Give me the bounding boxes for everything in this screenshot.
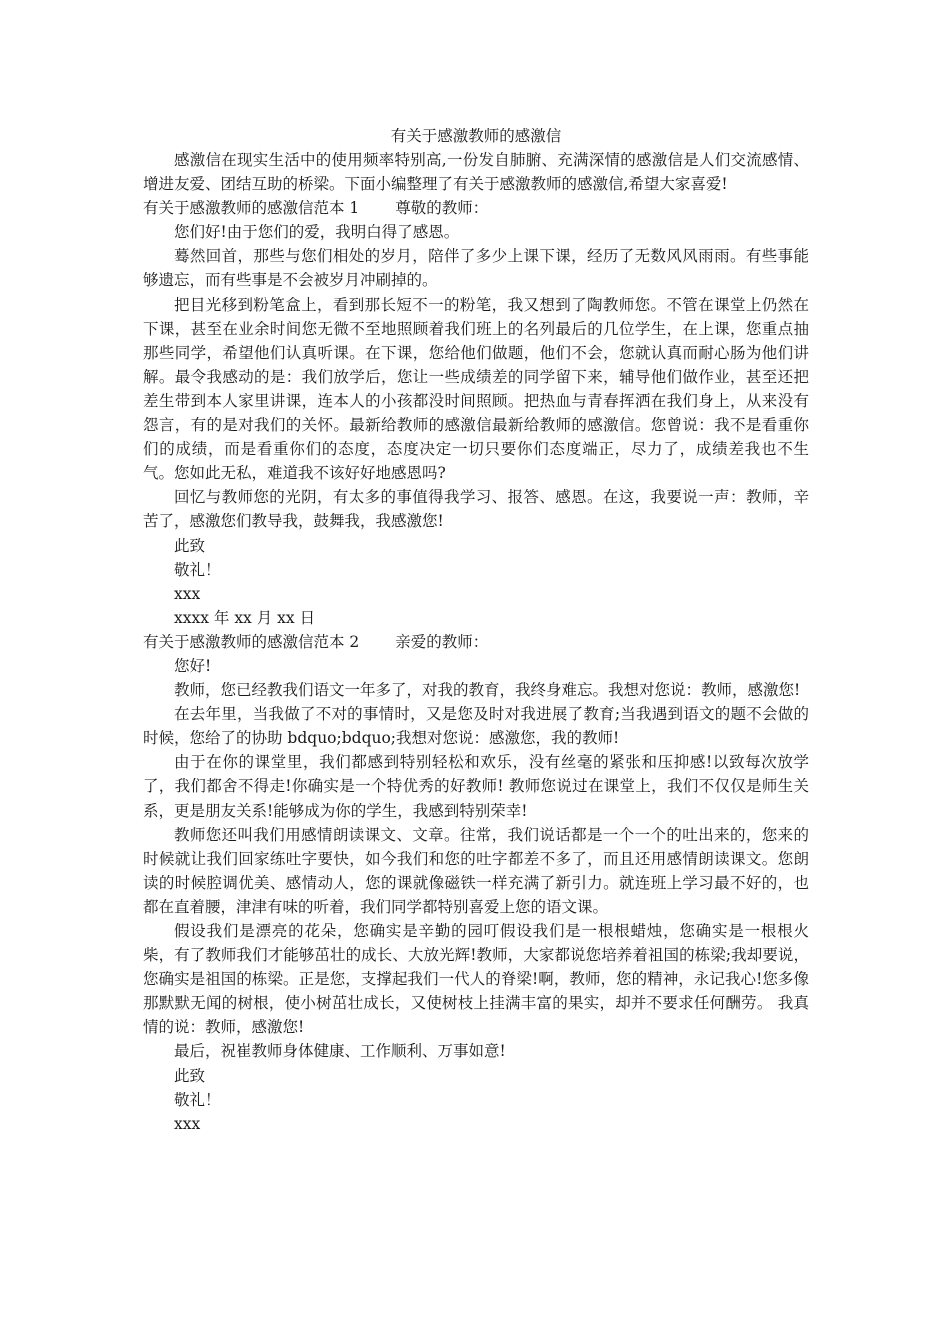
letter2-paragraph: 由于在你的课堂里，我们都感到特别轻松和欢乐，没有丝毫的紧张和压抑感!以致每次放学了，我们都舍不得走!你确实是一个特优秀的好教师! 教师您说过在课堂上，我们不仅仅是师生关系，更是朋友关系!能够成为你的学生，我感到特别荣幸! (143, 753, 809, 820)
letter1-date: xxxx 年 xx 月 xx 日 (174, 608, 316, 627)
letter1-heading-line (143, 196, 809, 220)
document-title: 有关于感激教师的感激信 (390, 127, 562, 145)
letter2-salutation: 亲爱的教师： (395, 632, 489, 651)
letter2-paragraph: 教师，您已经教我们语文一年多了，对我的教育，我终身难忘。我想对您说：教师，感激您! (174, 681, 801, 700)
letter2-closing: 此致 (174, 1066, 206, 1085)
letter2-regards: 敬礼！ (174, 1090, 221, 1109)
document-body (143, 124, 809, 1136)
letter1-paragraph: 把目光移到粉笔盒上，看到那长短不一的粉笔，我又想到了陶教师您。不管在课堂上仍然在下课，甚至在业余时间您无微不至地照顾着我们班上的名列最后的几位学生，在上课，您重点抽那些同学，希望他们认真听课。在下课，您给他们做题，他们不会，您就认真而耐心肠为他们讲解。最令我感动的是：我们放学后，您让一些成绩差的同学留下来，辅导他们做作业，甚至还把差生带到本人家里讲课，连本人的小孩都没时间照顾。把热血与青春挥洒在我们身上，从来没有怨言，有的是对我们的关怀。最新给教师的感激信最新给教师的感激信。您曾说：我不是看重你们的成绩，而是看重你们的态度，态度决定一切只要你们态度端正，尽力了，成绩差我也不生气。您如此无私，难道我不该好好地感恩吗? (143, 295, 809, 483)
letter1-heading: 有关于感激教师的感激信范本 1 (143, 199, 360, 218)
intro-paragraph: 感激信在现实生活中的使用频率特别高,一份发自肺腑、充满深情的感激信是人们交流感情、增进友爱、团结互助的桥梁。下面小编整理了有关于感激教师的感激信,希望大家喜爱! (143, 151, 809, 194)
letter2-paragraph: 最后，祝崔教师身体健康、工作顺利、万事如意! (174, 1042, 506, 1061)
letter2-paragraph: 教师您还叫我们用感情朗读课文、文章。往常，我们说话都是一个一个的吐出来的，您来的时候就让我们回家练吐字要快，如今我们和您的吐字都差不多了，而且还用感情朗读课文。您朗读的时候腔调优美、感情动人，您的课就像磁铁一样充满了新引力。就连班上学习最不好的，也都在直着腰，津津有味的听着，我们同学都特别喜爱上您的语文课。 (143, 825, 809, 916)
letter1-closing: 此致 (174, 536, 206, 555)
letter2-heading-line (143, 630, 809, 654)
letter2-greeting: 您好! (174, 656, 212, 675)
letter2-signature: xxx (174, 1114, 201, 1133)
letter1-signature: xxx (174, 584, 201, 603)
letter1-salutation: 尊敬的教师： (395, 199, 489, 218)
letter2-paragraph: 在去年里，当我做了不对的事情时，又是您及时对我进展了教育;当我遇到语文的题不会做的时候，您给了的协助 bdquo;bdquo;我想对您说：感激您，我的教师! (143, 705, 809, 748)
letter2-paragraph: 假设我们是漂亮的花朵，您确实是辛勤的园叮假设我们是一根根蜡烛，您确实是一根根火柴，有了教师我们才能够茁壮的成长、大放光辉!教师，大家都说您培养着祖国的栋梁;我却要说，您确实是祖国的栋梁。正是您，支撑起我们一代人的脊梁!啊，教师，您的精神，永记我心!您多像那默默无闻的树根，使小树茁壮成长，又使树枝上挂满丰富的果实，却并不要求任何酬劳。 我真情的说：教师，感激您! (143, 922, 809, 1037)
letter2-heading: 有关于感激教师的感激信范本 2 (143, 632, 360, 651)
letter1-regards: 敬礼！ (174, 560, 221, 579)
letter1-paragraph: 蓦然回首，那些与您们相处的岁月，陪伴了多少上课下课，经历了无数风风雨雨。有些事能够遗忘，而有些事是不会被岁月冲刷掉的。 (143, 247, 809, 290)
letter1-greeting: 您们好!由于您们的爱，我明白得了感恩。 (174, 223, 460, 242)
letter1-paragraph: 回忆与教师您的光阴，有太多的事值得我学习、报答、感恩。在这，我要说一声：教师，辛苦了，感激您们教导我，鼓舞我，我感激您! (143, 488, 809, 531)
